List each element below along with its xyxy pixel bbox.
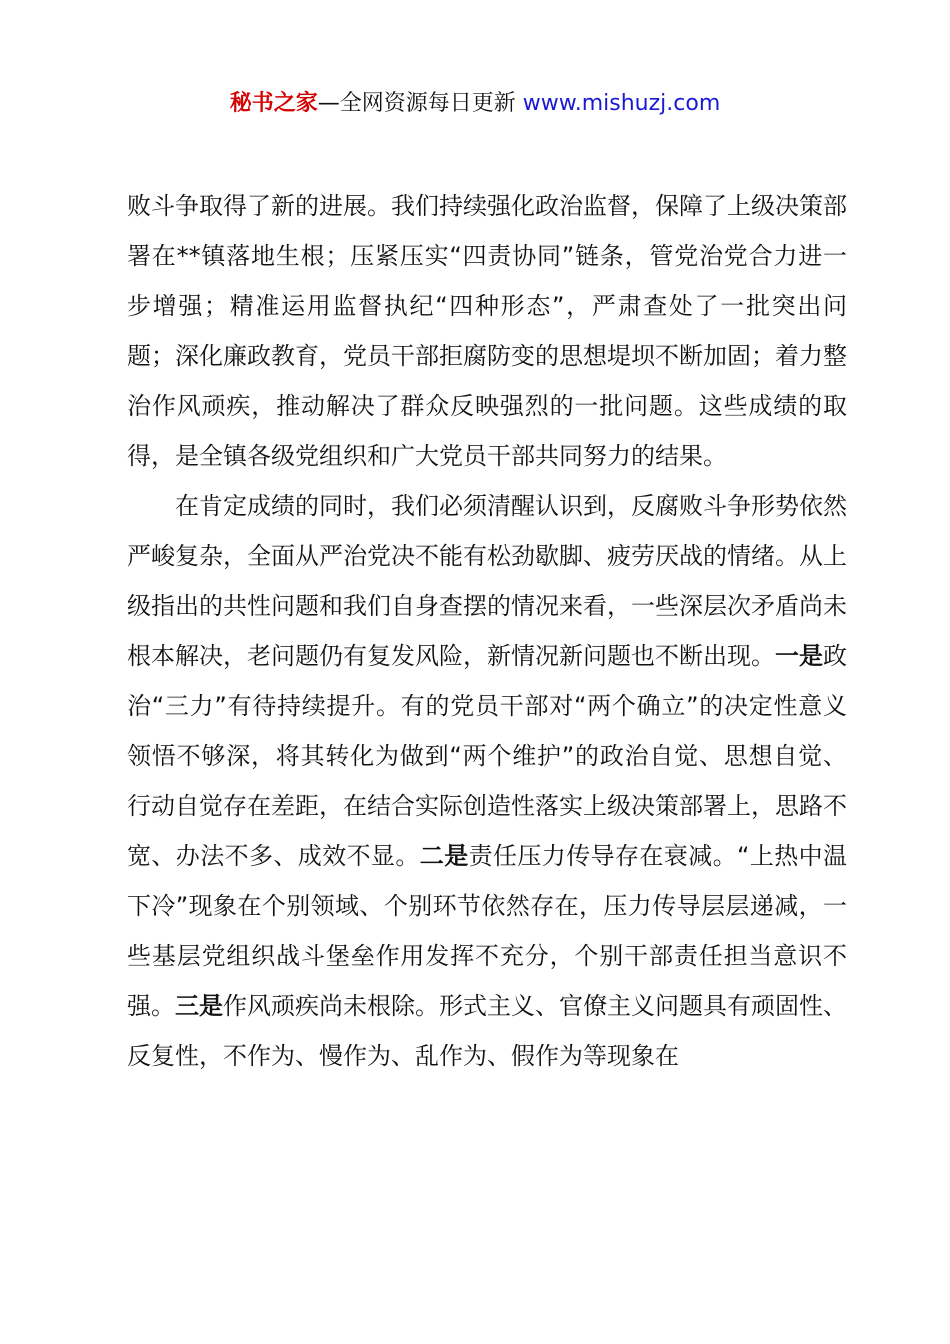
paragraph-2 — [127, 481, 847, 1081]
brand-name: 秘书之家 — [229, 91, 318, 116]
point-1-text: 政治“三力”有待持续提升。有的党员干部对“两个确立”的决定性意义领悟不够深，将其转化为做到“两个维护”的政治自觉、思想自觉、行动自觉存在差距，在结合实际创造性落实上级决策部署上，思路不宽、办法不多、成效不显。 — [127, 642, 847, 870]
site-url-link[interactable]: www.mishuzj.com — [522, 91, 721, 116]
header-tagline: —全网资源每日更新 — [317, 91, 523, 116]
document-body — [127, 181, 847, 1081]
point-1-label: 一是 — [775, 642, 823, 670]
point-3-text: 作风顽疾尚未根除。形式主义、官僚主义问题具有顽固性、反复性，不作为、慢作为、乱作为、假作为等现象在 — [127, 992, 847, 1070]
paragraph-2-intro: 在肯定成绩的同时，我们必须清醒认识到，反腐败斗争形势依然严峻复杂，全面从严治党决不能有松劲歇脚、疲劳厌战的情绪。从上级指出的共性问题和我们自身查摆的情况来看，一些深层次矛盾尚未根本解决，老问题仍有复发风险，新情况新问题也不断出现。 — [127, 492, 847, 670]
point-2-label: 二是 — [419, 842, 469, 870]
paragraph-1: 败斗争取得了新的进展。我们持续强化政治监督，保障了上级决策部署在**镇落地生根；压紧压实“四责协同”链条，管党治党合力进一步增强；精准运用监督执纪“四种形态”，严肃查处了一批突出问题；深化廉政教育，党员干部拒腐防变的思想堤坝不断加固；着力整治作风顽疾，推动解决了群众反映强烈的一批问题。这些成绩的取得，是全镇各级党组织和广大党员干部共同努力的结果。 — [127, 192, 847, 470]
page-header — [0, 86, 950, 122]
point-3-label: 三是 — [175, 992, 223, 1020]
point-2-text: 责任压力传导存在衰减。“上热中温下冷”现象在个别领域、个别环节依然存在，压力传导层层递减，一些基层党组织战斗堡垒作用发挥不充分，个别干部责任担当意识不强。 — [127, 842, 848, 1020]
